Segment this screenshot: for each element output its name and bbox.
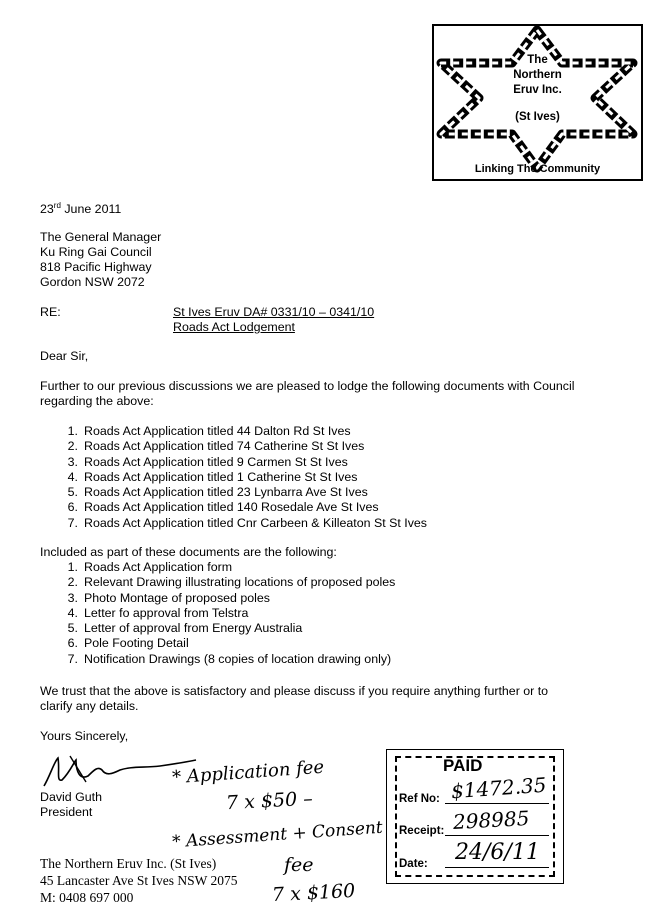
application-list-item-number: 6. [67, 500, 78, 515]
application-list-item-text: Roads Act Application titled 9 Carmen St St Ives [84, 454, 348, 469]
logo-text-line1: The [527, 54, 548, 66]
stamp-receipt-line [445, 835, 549, 836]
included-list-item-text: Roads Act Application form [84, 560, 233, 574]
stamp-title: PAID [443, 756, 483, 775]
date-day: 23 [40, 202, 54, 217]
letter-date [40, 201, 121, 216]
included-list-item-number: 2. [67, 575, 78, 590]
re-label: RE: [40, 305, 61, 319]
stamp-ref-line [445, 803, 549, 804]
included-list-item-text: Letter fo approval from Telstra [84, 605, 249, 620]
date-suffix: rd [53, 201, 61, 210]
included-list-item-text: Pole Footing Detail [84, 636, 189, 651]
recipient-line4: Gordon NSW 2072 [40, 275, 145, 289]
application-list-item-number: 7. [67, 515, 78, 530]
organisation-logo [432, 24, 643, 181]
sender-line1: The Northern Eruv Inc. (St Ives) [40, 856, 217, 871]
closing-line2: clarify any details. [40, 699, 139, 713]
included-list-item-text: Photo Montage of proposed poles [84, 590, 270, 605]
stamp-ref-value: $1472.35 [450, 772, 548, 804]
re-subject-line2: Roads Act Lodgement [173, 320, 295, 334]
stamp-date-line [445, 867, 549, 868]
application-list-item-number: 3. [67, 454, 78, 469]
signoff: Yours Sincerely, [40, 729, 129, 743]
sender-line2: 45 Lancaster Ave St Ives NSW 2075 [40, 873, 238, 888]
application-list-item-number: 1. [67, 424, 78, 438]
included-list-item-text: Letter of approval from Energy Australia [84, 621, 303, 636]
included-list-item-number: 5. [67, 621, 78, 636]
application-list-item-text: Roads Act Application titled 74 Catherine St St Ives [84, 439, 365, 454]
signer-name: David Guth [40, 790, 102, 804]
recipient-line3: 818 Pacific Highway [40, 260, 152, 274]
logo-text-line4: (St Ives) [515, 111, 560, 123]
application-list-item-number: 4. [67, 469, 78, 484]
included-list-item-number: 3. [67, 590, 78, 605]
included-list-item-text: Relevant Drawing illustrating locations of proposed poles [84, 575, 396, 590]
handwritten-application-calc: 7 x $50 – [225, 787, 314, 815]
included-list-item-number: 6. [67, 636, 78, 651]
recipient-line2: Ku Ring Gai Council [40, 245, 152, 259]
included-list-item-number: 7. [67, 651, 78, 666]
signer-title: President [40, 805, 93, 819]
closing-line1: We trust that the above is satisfactory and please discuss if you require anything further or to [40, 684, 549, 698]
handwritten-fee-word: fee [284, 854, 314, 876]
date-rest: June 2011 [60, 202, 122, 217]
stamp-date-label: Date: [399, 858, 428, 870]
recipient-line1: The General Manager [40, 230, 162, 244]
intro-line1: Further to our previous discussions we are pleased to lodge the following documents with Council [40, 379, 575, 393]
included-list-item-number: 1. [67, 560, 78, 574]
stamp-receipt-value: 298985 [452, 806, 530, 834]
logo-text-line2: Northern [513, 69, 562, 81]
application-list-item-text: Roads Act Application titled 23 Lynbarra Ave St Ives [84, 485, 368, 500]
re-subject-line1: St Ives Eruv DA# 0331/10 – 0341/10 [173, 305, 375, 319]
intro-line2: regarding the above: [40, 394, 154, 408]
logo-text-line3: Eruv Inc. [513, 84, 562, 96]
salutation: Dear Sir, [40, 349, 89, 363]
handwritten-assessment-fee: * Assessment + Consent [171, 817, 384, 853]
application-list-item-text: Roads Act Application titled 1 Catherine St St Ives [84, 469, 358, 484]
paid-stamp [386, 749, 564, 884]
included-list-item-number: 4. [67, 605, 78, 620]
sender-line3: M: 0408 697 000 [40, 890, 134, 905]
handwritten-assessment-calc: 7 x $160 [271, 879, 356, 907]
application-list-item-text: Roads Act Application titled Cnr Carbeen & Killeaton St St Ives [84, 515, 427, 530]
logo-tagline: Linking The Community [474, 163, 601, 175]
application-list-item-number: 2. [67, 439, 78, 454]
stamp-receipt-label: Receipt: [399, 825, 445, 837]
star-of-david-chain-icon [434, 26, 641, 179]
application-list-item-text: Roads Act Application titled 140 Rosedale Ave St Ives [84, 500, 379, 515]
application-list-item-text: Roads Act Application titled 44 Dalton Rd St Ives [84, 424, 351, 438]
included-heading: Included as part of these documents are the following: [40, 545, 337, 559]
application-list-item-number: 5. [67, 485, 78, 500]
stamp-date-value: 24/6/11 [455, 840, 540, 865]
included-list-item-text: Notification Drawings (8 copies of location drawing only) [84, 651, 392, 666]
stamp-ref-label: Ref No: [399, 793, 440, 805]
handwritten-application-fee: * Application fee [171, 756, 325, 789]
